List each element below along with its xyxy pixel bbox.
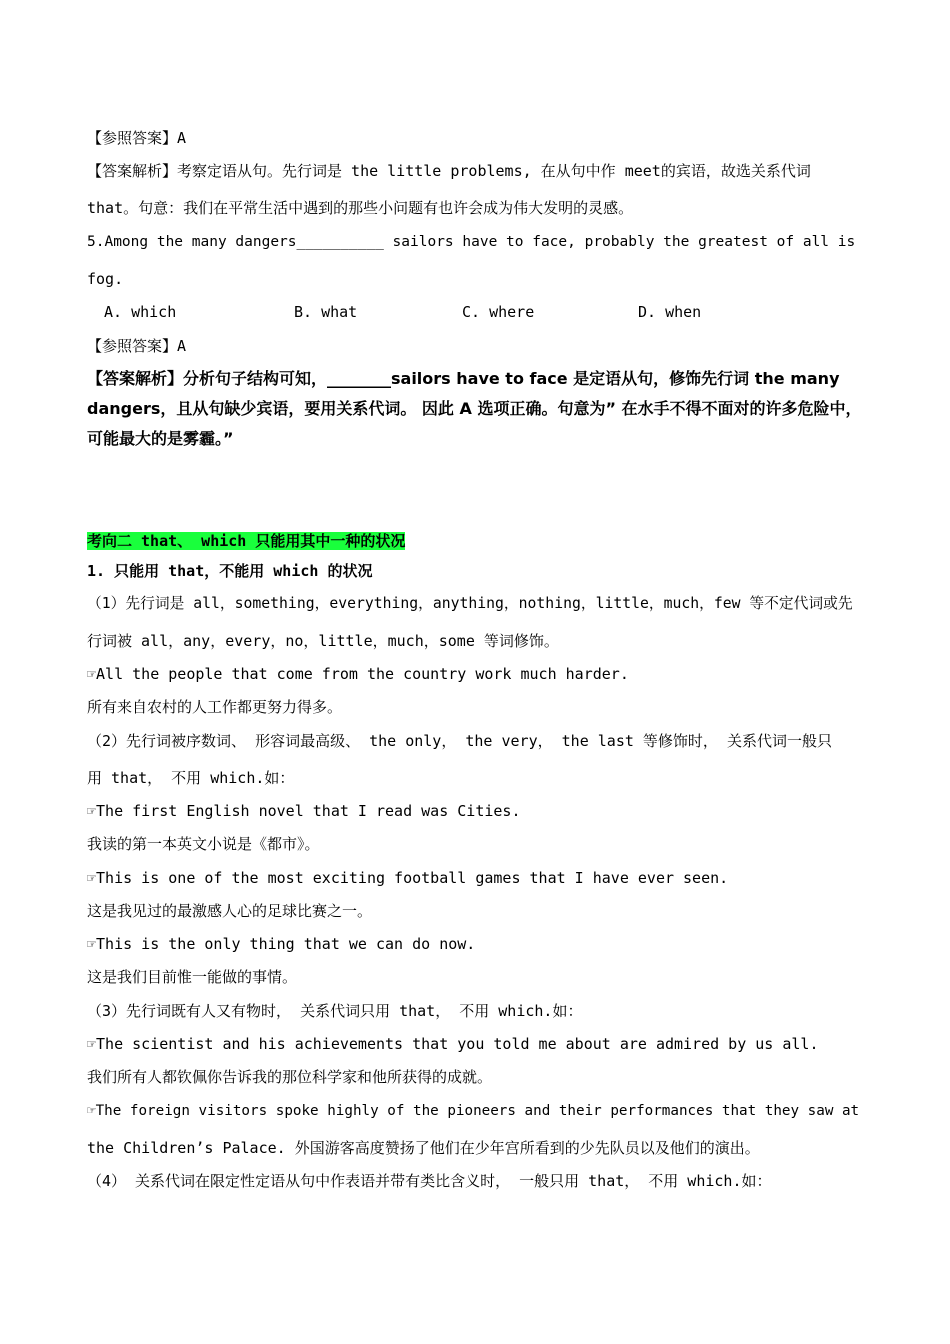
option-d: D. when [638,303,702,321]
rule-4: （4） 关系代词在限定性定语从句中作表语并带有类比含义时， 一般只用 that， 不用 which.如： [87,1172,772,1190]
option-c: C. where [462,303,535,321]
example-5-en: ☞The scientist and his achievements that you told me about are admired by us all. [87,1035,819,1053]
q5-stem-line-2: fog. [87,270,124,288]
example-2-cn: 我读的第一本英文小说是《都市》。 [87,835,320,853]
rule-1-line-2: 行词被 all，any，every，no，little，much，some 等词修饰。 [87,632,559,650]
example-5-cn: 我们所有人都钦佩你告诉我的那位科学家和他所获得的成就。 [87,1068,493,1086]
q5-stem-line-1: 5.Among the many dangers__________ sailors have to face, probably the greatest of all is [87,234,856,250]
example-3-cn: 这是我见过的最激感人心的足球比赛之一。 [87,902,373,920]
section-heading [87,531,864,551]
option-a: A. which [104,303,177,321]
example-2-en: ☞The first English novel that I read was Cities. [87,802,521,820]
example-6-line-1: ☞The foreign visitors spoke highly of the pioneers and their performances that they saw at [87,1103,860,1119]
q4-analysis-line-1: 【答案解析】考察定语从句。先行词是 the little problems, 在从句中作 meet的宾语，故选关系代词 [87,162,811,180]
example-1-cn: 所有来自农村的人工作都更努力得多。 [87,698,343,716]
example-3-en: ☞This is one of the most exciting football games that I have ever seen. [87,869,729,887]
rule-2-line-2: 用 that， 不用 which.如： [87,769,295,787]
example-4-cn: 这是我们目前惟一能做的事情。 [87,968,298,986]
example-1-en: ☞All the people that come from the country work much harder. [87,665,629,683]
subheading-1: 1. 只能用 that，不能用 which 的状况 [87,562,373,580]
rule-2-line-1: （2）先行词被序数词、 形容词最高级、 the only， the very， the last 等修饰时， 关系代词一般只 [87,732,832,750]
option-b: B. what [294,303,358,321]
rule-1-line-1: （1）先行词是 all，something，everything，anything，nothing，little，much，few 等不定代词或先 [87,595,853,612]
q5-reference-answer: 【参照答案】A [87,337,187,355]
section-heading-text: 考向二 that、 which 只能用其中一种的状况 [87,532,406,550]
q4-reference-answer: 【参照答案】A [87,129,187,147]
q4-analysis-line-2: that。句意：我们在平常生活中遇到的那些小问题有也许会成为伟大发明的灵感。 [87,199,634,217]
q5-analysis: 【答案解析】分析句子结构可知，________sailors have to face 是定语从句，修饰先行词 the many dangers，且从句缺少宾语，要用关系代词。 因此 A 选项正确。句意为” 在水手不得不面对的许多危险中，可能最大的是雾霾。” [87,369,862,448]
example-6-line-2: the Children’s Palace. 外国游客高度赞扬了他们在少年宫所看到的少先队员以及他们的演出。 [87,1139,760,1157]
rule-3: （3）先行词既有人又有物时， 关系代词只用 that， 不用 which.如： [87,1002,583,1020]
example-4-en: ☞This is the only thing that we can do now. [87,935,476,953]
